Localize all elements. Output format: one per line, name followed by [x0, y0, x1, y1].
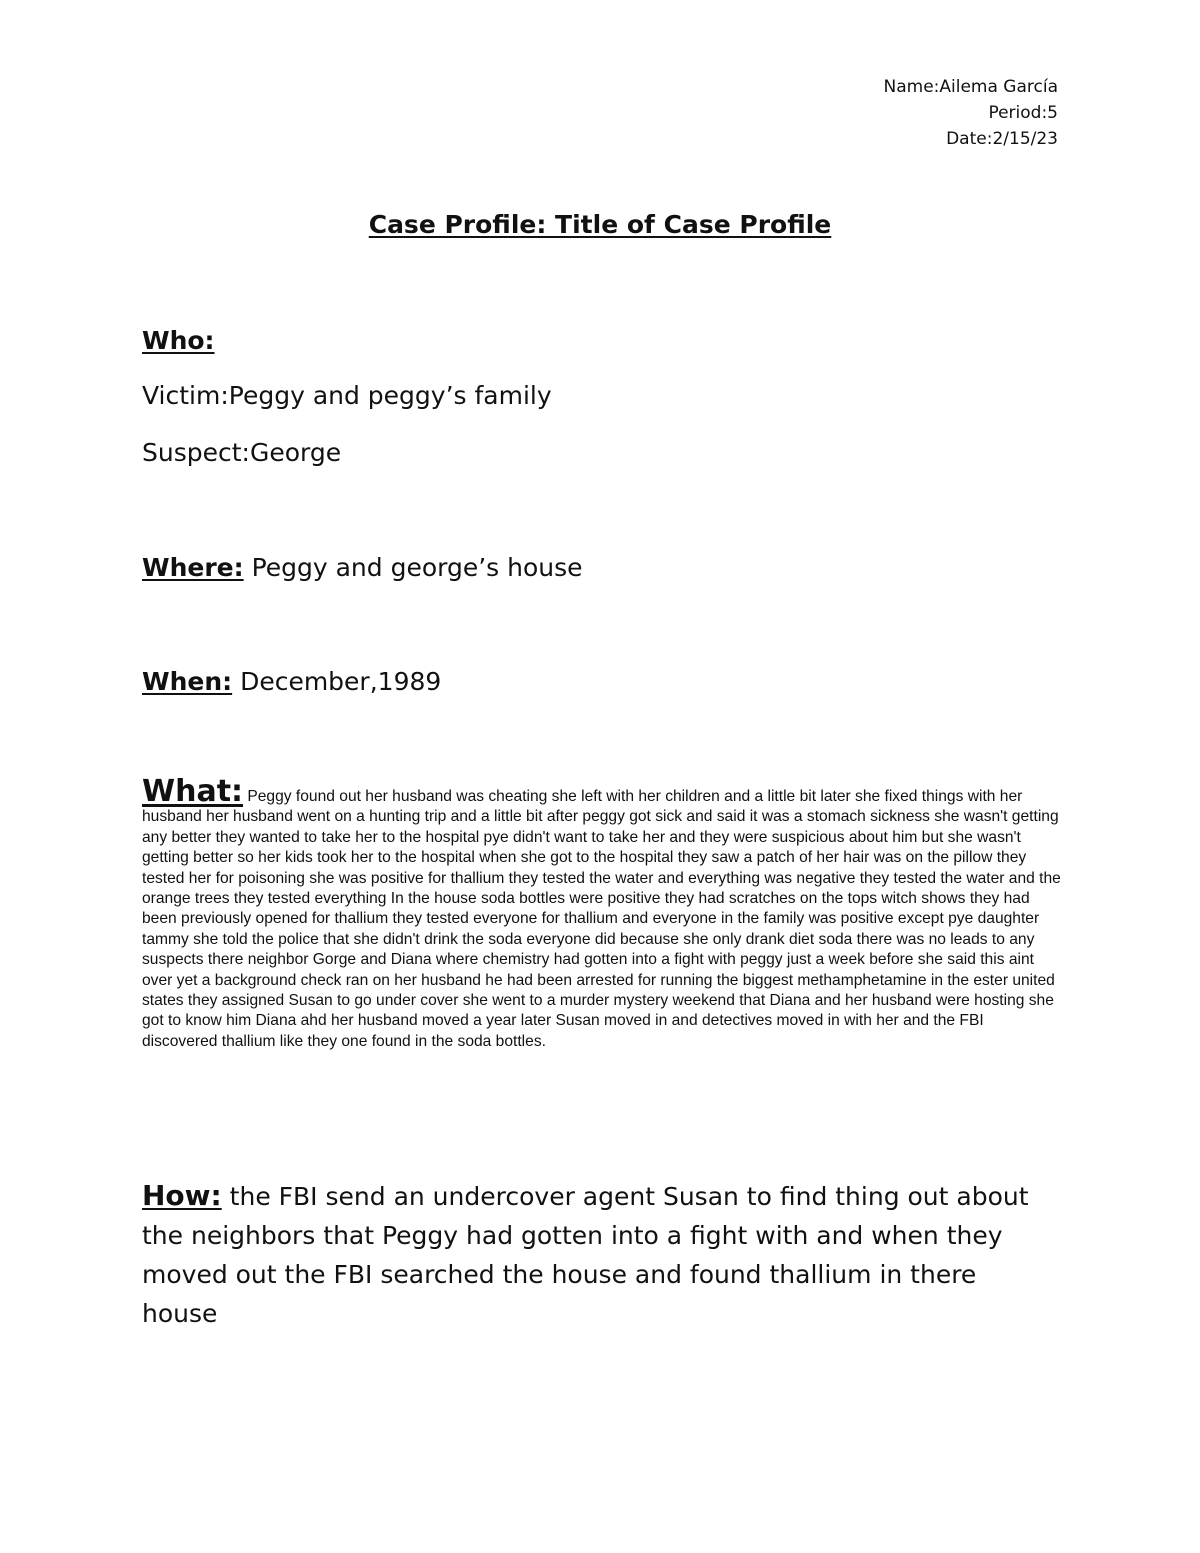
victim-line: Victim:Peggy and peggy’s family: [142, 381, 552, 410]
where-text: Peggy and george’s house: [243, 553, 583, 582]
when-section: [142, 667, 441, 696]
where-section: [142, 553, 583, 582]
when-text: December,1989: [232, 667, 442, 696]
student-header: [884, 74, 1059, 152]
student-name: Name:Ailema García: [883, 77, 1058, 97]
page-title: Case Profile: Title of Case Profile: [368, 210, 832, 239]
where-label: Where:: [142, 553, 244, 582]
how-section: [142, 1176, 1047, 1333]
suspect-line: Suspect:George: [142, 438, 342, 467]
class-period: Period:5: [988, 103, 1058, 123]
what-section: [142, 774, 1062, 1052]
what-text: Peggy found out her husband was cheating she left with her children and a little bit later she fixed things with her husband her husband went on a hunting trip and a little bit after peggy got sick and said it was a stomach sickness she wasn't getting any better they wanted to take her to the hospital pye didn't want to take her and they were suspicious about him but she wasn't getting better so her kids took her to the hospital when she got to the hospital they saw a patch of her hair was on the pillow they tested her for poisoning she was positive for thallium they tested the water and everything was negative they tested the water and the orange trees they tested everything In the house soda bottles were positive they had scratches on the tops witch shows they had been previously opened for thallium they tested everyone for thallium and everyone in the family was positive except pye daughter tammy she told the police that she didn't drink the soda everyone did because she only drank diet soda there was no leads to any suspects there neighbor Gorge and Diana where chemistry had gotten into a fight with peggy just a week before she said this aint over yet a background check ran on her husband he had been arrested for running the biggest methamphetamine in the ester united states they assigned Susan to go under cover she went to a murder mystery weekend that Diana and her husband were hosting she got to know him Diana ahd her husband moved a year later Susan moved in and detectives moved in with her and the FBI discovered thallium like they one found in the soda bottles.: [142, 788, 1061, 1050]
who-label: Who:: [142, 326, 215, 355]
when-label: When:: [142, 667, 233, 696]
document-date: Date:2/15/23: [946, 129, 1058, 149]
what-label: What:: [142, 774, 244, 809]
how-label: How:: [142, 1179, 222, 1212]
how-text: the FBI send an undercover agent Susan to find thing out about the neighbors that Peggy had gotten into a fight with and when they moved out the FBI searched the house and found thallium in there house: [142, 1182, 1029, 1328]
